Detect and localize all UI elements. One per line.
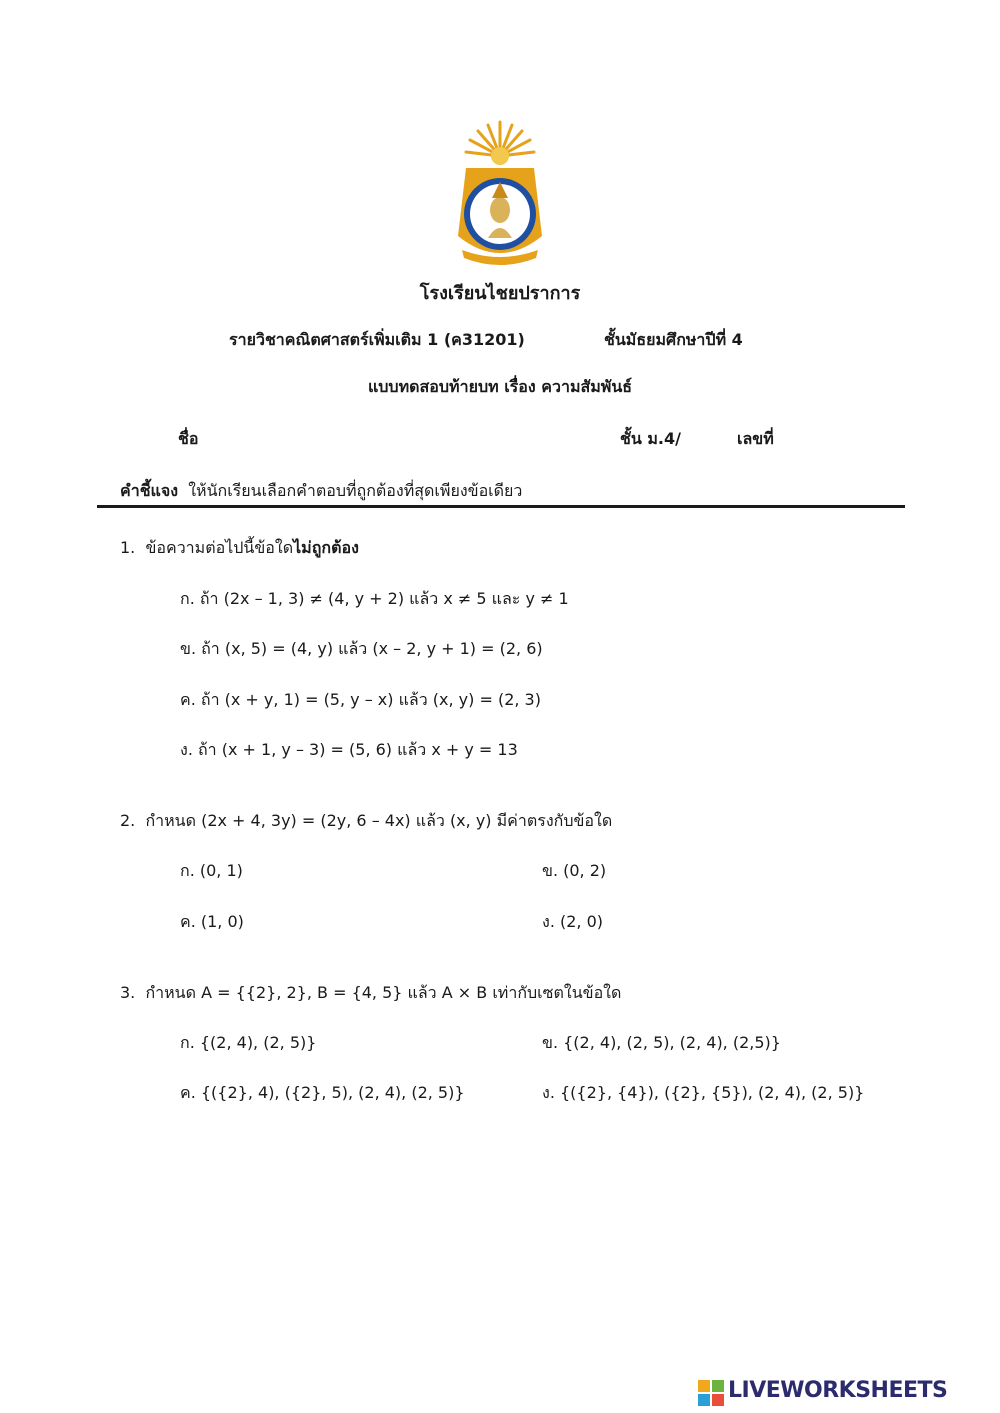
liveworksheets-wordmark: LIVEWORKSHEETS	[728, 1378, 948, 1403]
question-number: 3.	[120, 983, 136, 1002]
instructions	[120, 479, 522, 504]
question-text: ข้อความต่อไปนี้ข้อใด	[145, 538, 294, 557]
school-logo	[448, 118, 552, 268]
question-3	[120, 981, 621, 1006]
instructions-label: คำชี้แจง	[120, 481, 179, 500]
instructions-text: ให้นักเรียนเลือกคำตอบที่ถูกต้องที่สุดเพียงข้อเดียว	[188, 481, 523, 500]
q1-option-c[interactable]: ค. ถ้า (x + y, 1) = (5, y – x) แล้ว (x, y) = (2, 3)	[180, 690, 541, 709]
class-label: ชั้น ม.4/	[620, 429, 681, 448]
question-1	[120, 536, 359, 561]
divider	[97, 505, 905, 508]
q1-option-b[interactable]: ข. ถ้า (x, 5) = (4, y) แล้ว (x – 2, y + 1) = (2, 6)	[180, 639, 543, 658]
subject-line: รายวิชาคณิตศาสตร์เพิ่มเติม 1 (ค31201)	[229, 330, 525, 349]
q2-option-a[interactable]: ก. (0, 1)	[180, 861, 243, 880]
q1-option-d[interactable]: ง. ถ้า (x + 1, y – 3) = (5, 6) แล้ว x + y = 13	[180, 740, 518, 759]
question-number: 2.	[120, 811, 136, 830]
question-text: กำหนด A = {{2}, 2}, B = {4, 5} แล้ว A × B เท่ากับเซตในข้อใด	[145, 983, 622, 1002]
question-text: กำหนด (2x + 4, 3y) = (2y, 6 – 4x) แล้ว (x, y) มีค่าตรงกับข้อใด	[145, 811, 613, 830]
q3-option-a[interactable]: ก. {(2, 4), (2, 5)}	[180, 1033, 317, 1052]
q3-option-d[interactable]: ง. {({2}, {4}), ({2}, {5}), (2, 4), (2, 5)}	[542, 1083, 865, 1102]
liveworksheets-icon	[698, 1380, 724, 1406]
q1-option-a[interactable]: ก. ถ้า (2x – 1, 3) ≠ (4, y + 2) แล้ว x ≠ 5 และ y ≠ 1	[180, 589, 569, 608]
q2-option-c[interactable]: ค. (1, 0)	[180, 912, 244, 931]
name-label: ชื่อ	[178, 429, 199, 448]
school-name: โรงเรียนไชยปราการ	[419, 283, 581, 304]
question-emphasis: ไม่ถูกต้อง	[293, 538, 359, 557]
q2-option-b[interactable]: ข. (0, 2)	[542, 861, 607, 880]
liveworksheets-logo	[698, 1378, 998, 1408]
number-label: เลขที่	[737, 429, 774, 448]
question-2	[120, 809, 612, 834]
grade-level: ชั้นมัธยมศึกษาปีที่ 4	[604, 330, 743, 349]
q3-option-c[interactable]: ค. {({2}, 4), ({2}, 5), (2, 4), (2, 5)}	[180, 1083, 465, 1102]
question-number: 1.	[120, 538, 136, 557]
q3-option-b[interactable]: ข. {(2, 4), (2, 5), (2, 4), (2,5)}	[542, 1033, 781, 1052]
exam-title: แบบทดสอบท้ายบท เรื่อง ความสัมพันธ์	[367, 377, 633, 396]
q2-option-d[interactable]: ง. (2, 0)	[542, 912, 603, 931]
